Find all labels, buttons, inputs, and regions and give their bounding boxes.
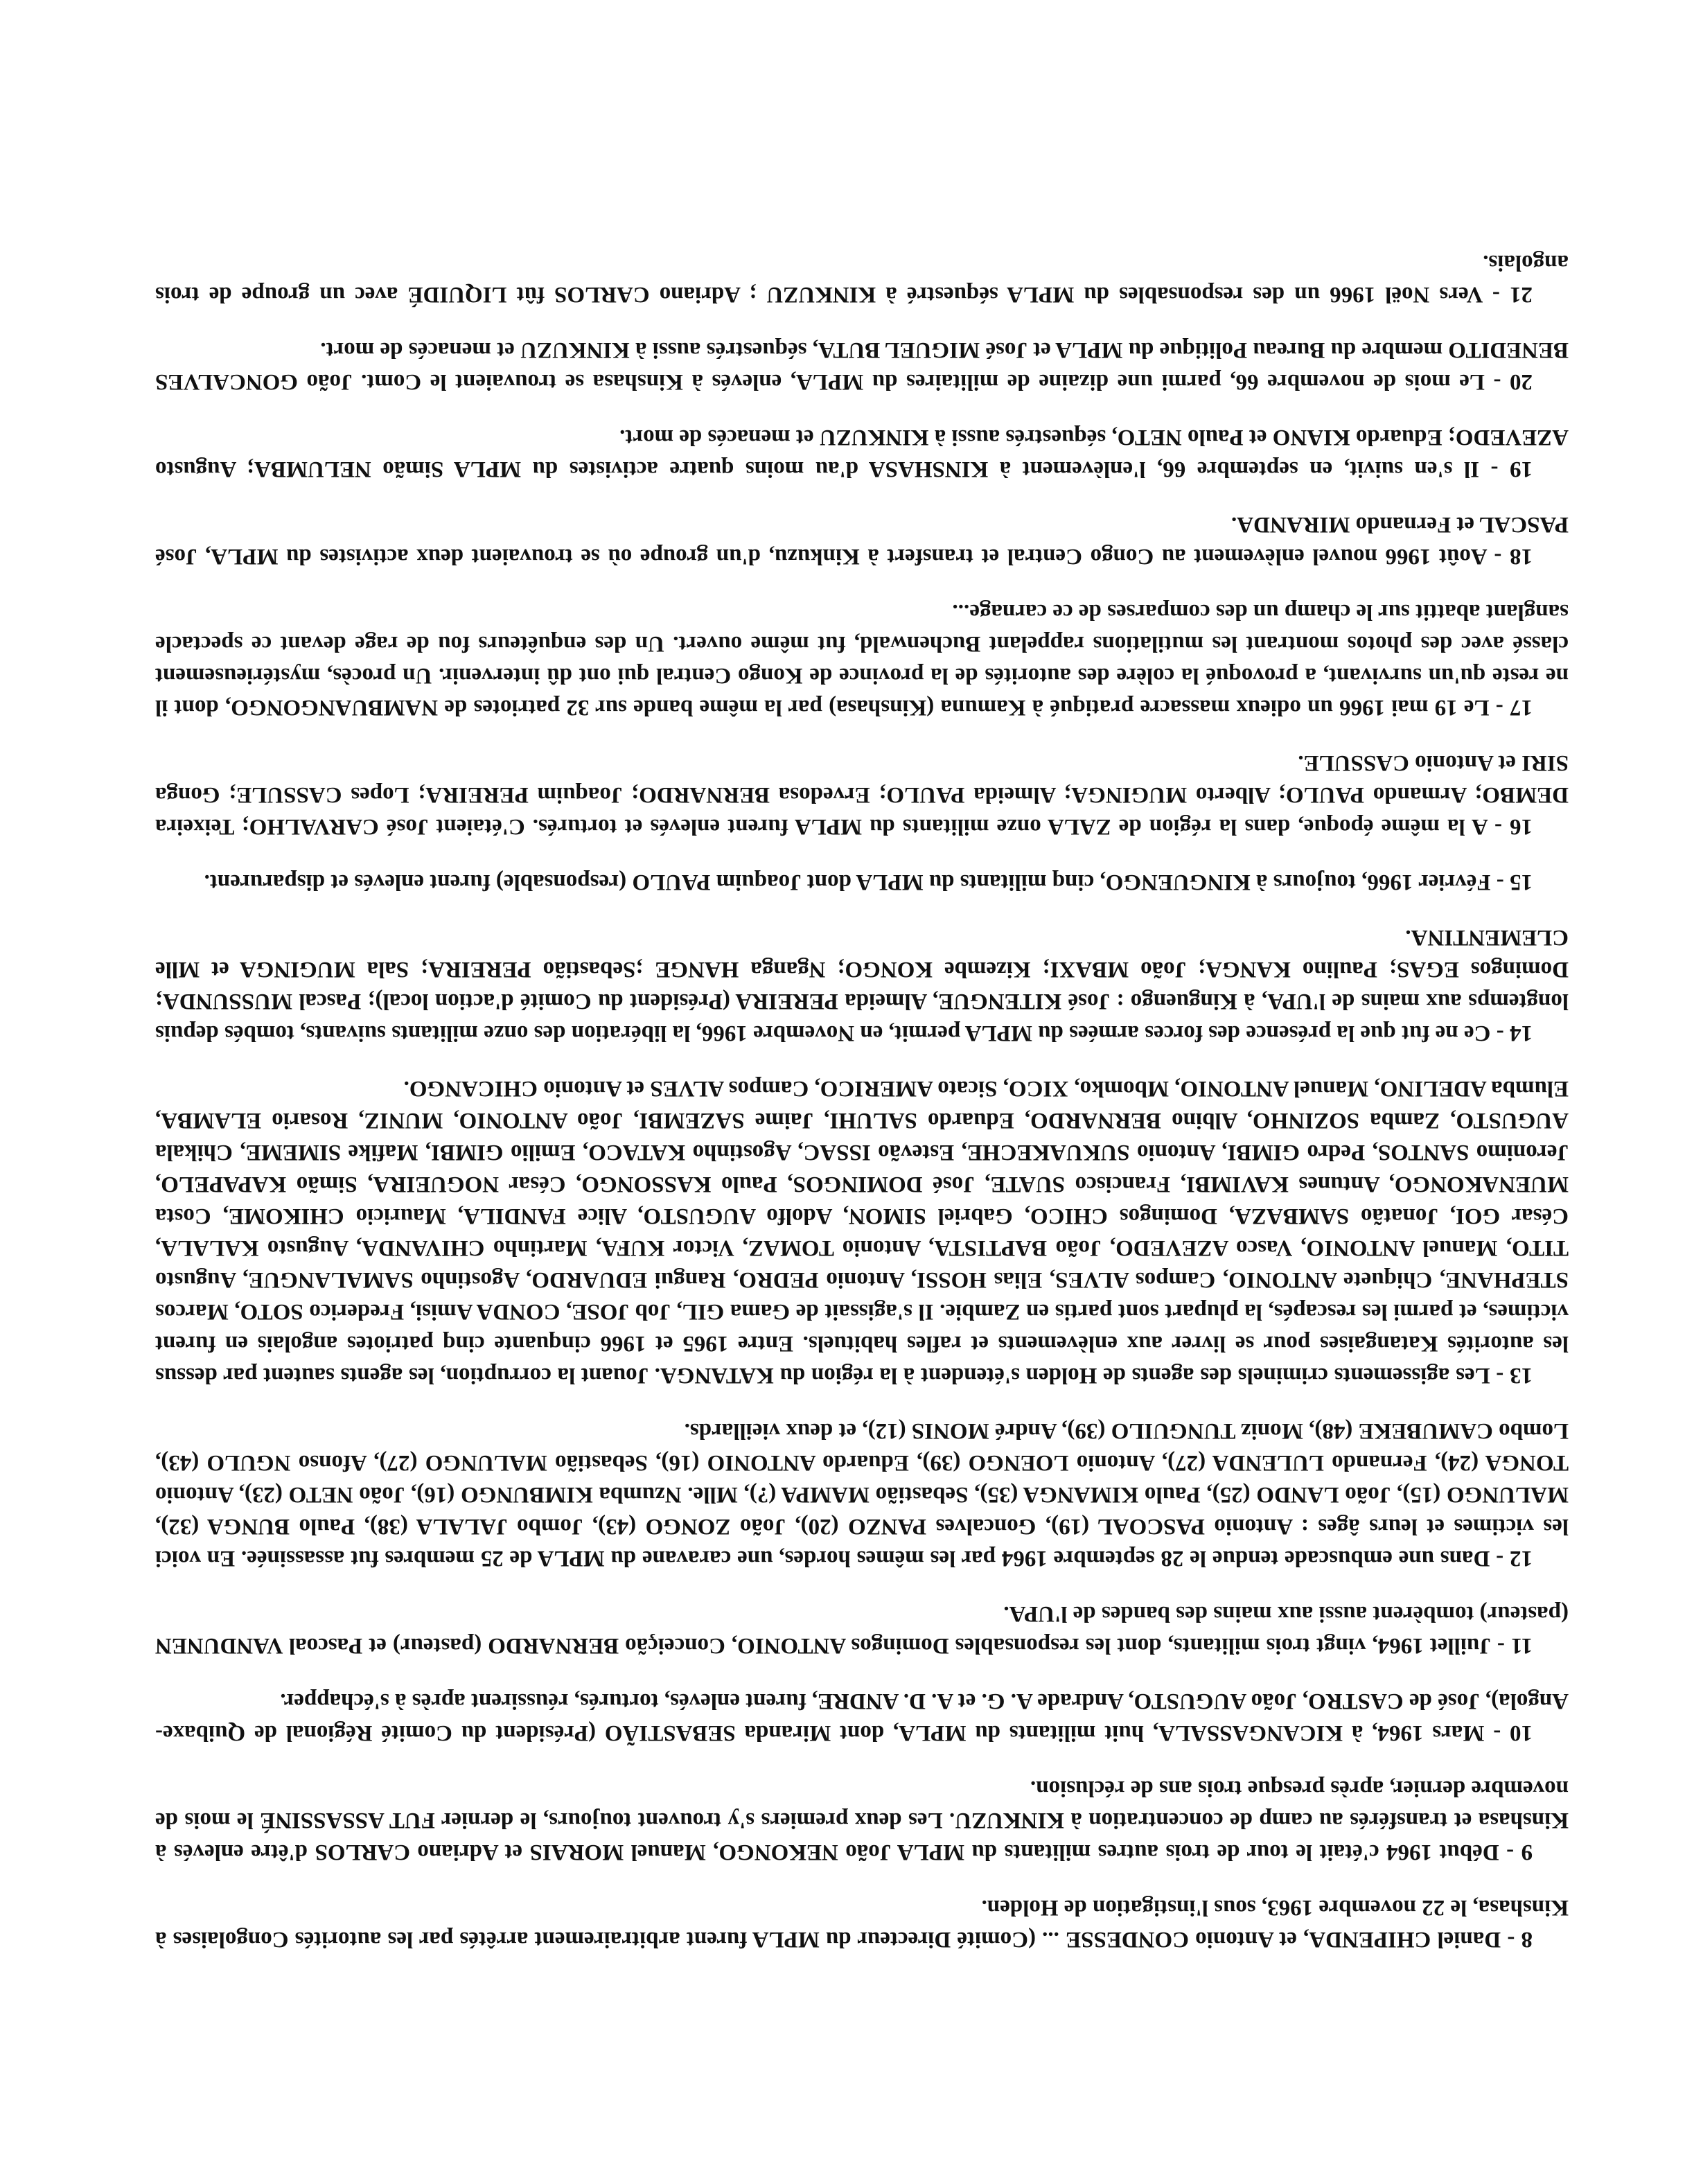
paragraph-16	[155, 747, 1569, 843]
paragraph-text: Août 1966 nouvel enlèvement au Congo Central et transfert à Kinkuzu, d'un groupe où se trouvaient deux activistes du MPLA, José PASCAL et Fernando MIRANDA.	[155, 512, 1569, 569]
paragraph-10	[155, 1685, 1569, 1749]
paragraph-number: 20 -	[1493, 369, 1533, 394]
paragraph-11	[155, 1598, 1569, 1662]
paragraph-text: Les agissements criminels des agents de Holden s'étendent à la région du KATANGA. Jouant la corruption, les agents sautent par dessus les autorités Katangaises pour se livrer aux enlèvements et rafles habituels. Entre 1965 et 1966 cinquante cinq patriotes angolais en furent victimes, et parmi les rescapés, la plupart sont partis en Zambie. Il s'agissait de Gama GIL, Job JOSE, CONDA Amisi, Frederico SOTO, Marcos STEPHANE, Chiquete ANTONIO, Campos ALVES, Elias HOSSI, Antonio PEDRO, Rangui EDUARDO, Agostinho SAMALANGUE, Augusto TITO, Manuel ANTONIO, Vasco AZEVEDO, João BAPTISTA, Antonio TOMAZ, Victor KUFA, Martinho CHIVANDA, Augusto KALALA, César GOI, Jonatão SAMBAZA, Domingos CHICO, Gabriel SIMON, Adolfo AUGUSTO, Alice FANDILA, Mauricio CHIKOME, Costa MUENAKONGO, Antunes KAVIMBI, Francisco SUATE, José DOMINGOS, Paulo KASSONGO, César NOGUEIRA, Simão KAPAPELO, Jeronimo SANTOS, Pedro GIMBI, Antonio SUKUAKECHE, Estevão ISSAC, Agostinho KATACO, Emilio GIMBI, Mafike SIMEME, Chikala AUGUSTO, Zamba SOZINHO, Albino BERNARDO, Eduardo SALUHI, Jaime SAZEMBI, João ANTONIO, MUNIZ, Rosario ELAMBA, Elumba ADELINO, Manuel ANTONIO, Mbomko, XICO, Sicato AMERICO, Campos ALVES et Antonio CHICANGO.	[155, 1076, 1569, 1388]
paragraph-text: Dans une embuscade tendue le 28 septembre 1964 par les mêmes hordes, une caravane du MPLA de 25 membres fut assassinée. En voici les victimes et leurs âges : Antonio PASCOAL (19), Goncalves PANZO (20), João ZONGO (43), Jombo JALALA (38), Paulo BUNGA (32), MALUNGO (15), João LANDO (25), Paulo KIMANGA (35), Sebastião MAMPA (?), Mlle. Nzumba KIMBUNGO (16), João NETO (23), Antonio TONGA (24), Fernando LULENDA (27), Antonio LOENGO (39), Eduardo ANTONIO (16), Sebastião MALUNGO (27), Afonso NGULO (43), Lombo CAMUBEKE (48), Moniz TUNGUILO (39), André MONIS (12), et deux vieillards.	[155, 1418, 1569, 1571]
paragraph-14	[155, 922, 1569, 1049]
paragraph-number: 14 -	[1496, 1021, 1533, 1046]
paragraph-text: Daniel CHIPENDA, et Antonio CONDESSE ... (Comité Directeur du MPLA furent arbitrairement arrêtés par les autorités Congolaises à Kinshasa, le 22 novembre 1963, sous l'instigation de Holden.	[155, 1895, 1569, 1952]
paragraph-text: Mars 1964, à KICANGASSALA, huit militants du MPLA, dont Miranda SEBASTIÃO (Président du Comité Régional de Quibaxe-Angola), José de CASTRO, João AUGUSTO, Andrade A. G. et A. D. ANDRE, furent enlevés, torturés, réussirent après à s'échapper.	[155, 1689, 1569, 1745]
paragraph-text: Ce ne fut que la présence des forces armées du MPLA permit, en Novembre 1966, la libération des onze militants suivants, tombés depuis longtemps aux mains de l'UPA, à Kinguengo : José KITENGUE, Almeida PEREIRA (Président du Comité d'action local); Pascal MUSSUNDA; Domingos EGAS; Paulino KANGA; João MBAXI; Kizembe KONGO; Nganga HANGE ;Sebastião PEREIRA; Sala MUGINGA et Mlle CLEMENTINA.	[155, 925, 1569, 1046]
paragraph-number: 15 -	[1496, 870, 1533, 895]
paragraph-number: 9 -	[1506, 1840, 1533, 1865]
paragraph-text: Le 19 mai 1966 un odieux massacre pratiqué à Kamuna (Kinshasa) par la même bande sur 32 patriotes de NAMBUANGONGO, dont il ne reste qu'un survivant, a provoqué la colère des autorités de la province de Kongo Central qui ont dû intervenir. Un procès, mystérieusement classé avec des photos montrant les mutilations rappelant Buchenwald, fut même ouvert. Un des enquêteurs fou de rage devant ce spectacle sanglant abattit sur le champ un des comparses de ce carnage...	[155, 599, 1569, 720]
paragraph-18	[155, 509, 1569, 572]
paragraph-19	[155, 421, 1569, 485]
paragraph-text: Début 1964 c'était le tour de trois autres militants du MPLA João NEKONGO, Manuel MORAIS et Adriano CARLOS d'être enlevés à Kinshasa et transférés au camp de concentration à KINKUZU. Les deux premiers s'y trouvent toujours, le dernier FUT ASSASSINÉ le mois de novembre dernier, après presque trois ans de réclusion.	[155, 1776, 1569, 1865]
paragraph-number: 13 -	[1496, 1363, 1533, 1388]
paragraph-12	[155, 1415, 1569, 1574]
paragraph-number: 8 -	[1507, 1927, 1533, 1952]
paragraph-21	[155, 247, 1569, 310]
paragraph-text: Juillet 1964, vingt trois militants, dont les responsables Domingos ANTONIO, Conceição BERNARDO (pasteur) et Pascoal VANDUNEN (pasteur) tombèrent aussi aux mains des bandes de l'UPA.	[155, 1601, 1569, 1658]
paragraph-number: 11 -	[1497, 1633, 1533, 1658]
document-body	[155, 223, 1569, 1955]
paragraph-number: 18 -	[1494, 544, 1533, 569]
paragraph-17	[155, 596, 1569, 723]
paragraph-text: A la même époque, dans la région de ZALA onze militants du MPLA furent enlevés et torturés. C'étaient José CARVALHO; Teixeira DEMBO; Armando PAULO; Alberto MUGINGA; Almeida PAULO; Ervedosa BERNARDO; Joaquim PEREIRA; Lopes CASSULE; Gonga SIRI et Antonio CASSULE.	[155, 750, 1569, 839]
paragraph-number: 10 -	[1493, 1720, 1533, 1745]
paragraph-text: Février 1966, toujours à KINGUENGO, cinq militants du MPLA dont Joaquim PAULO (responsable) furent enlevés et disparurent.	[204, 870, 1491, 895]
paragraph-13	[155, 1073, 1569, 1391]
paragraph-number: 16 -	[1494, 814, 1533, 839]
paragraph-number: 17 -	[1495, 695, 1533, 720]
paragraph-text: Le mois de novembre 66, parmi une dizaine de militaires du MPLA, enlevés à Kinshasa se trouvaient le Comt. João GONCALVES BENEDITO membre du Bureau Politique du MPLA et José MIGUEL BUTA, séquestrés aussi à KINKUZU et menacés de mort.	[155, 337, 1569, 394]
paragraph-text: Vers Noël 1966 un des responsables du MPLA séquestré à KINKUZU ; Adriano CARLOS fût LIQUIDÉ avec un groupe de trois angolais.	[155, 250, 1569, 307]
paragraph-20	[155, 334, 1569, 398]
paragraph-15	[155, 866, 1569, 898]
paragraph-8	[155, 1892, 1569, 1955]
paragraph-9	[155, 1772, 1569, 1868]
paragraph-text: Il s'en suivit, en septembre 66, l'enlèvement à KINSHASA d'au moins quatre activistes du MPLA Simão NELUMBA; Augusto AZEVEDO; Eduardo KIANO et Paulo NETO, séquestrés aussi à KINKUZU et menacés de mort.	[155, 425, 1569, 482]
paragraph-number: 12 -	[1496, 1546, 1533, 1571]
paragraph-number: 21 -	[1492, 282, 1533, 307]
paragraph-number: 19 -	[1490, 457, 1533, 482]
